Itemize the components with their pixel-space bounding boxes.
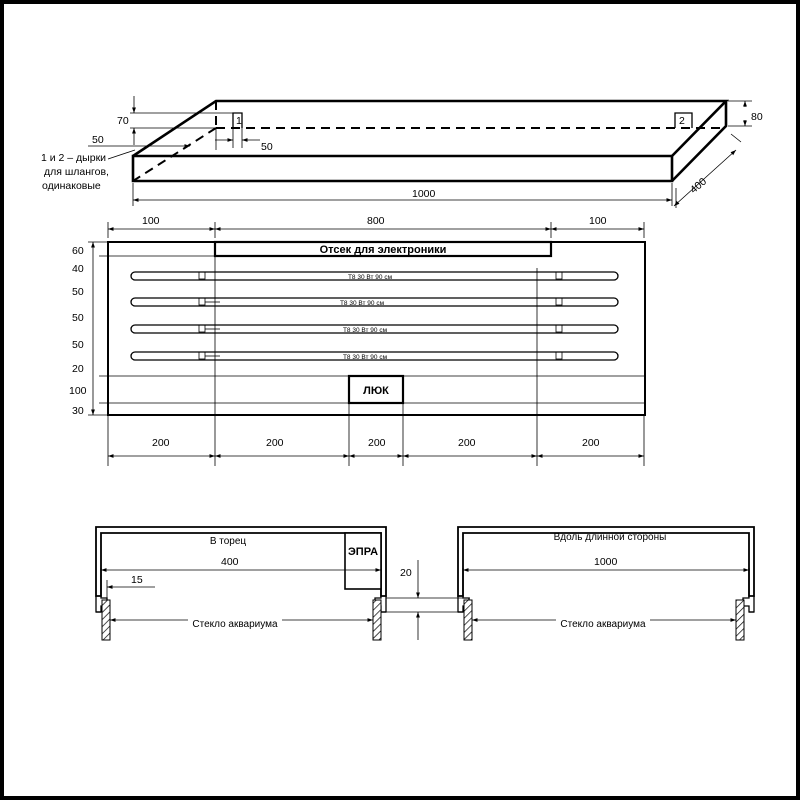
electronics-compartment-label: Отсек для электроники [319, 244, 447, 256]
note-line-1: 1 и 2 – дырки [41, 152, 107, 164]
dim-hole-left: 50 [92, 134, 104, 146]
dim-depth: 400 [687, 175, 710, 197]
plan-left-dim-8: 30 [72, 405, 84, 417]
dim-length: 1000 [412, 188, 436, 200]
plan-left-dims [69, 242, 108, 417]
glass-wall-left [102, 600, 110, 640]
plan-bottom-dims [108, 437, 644, 456]
lamp-2-label: Т8 30 Вт 90 см [339, 300, 385, 307]
ballast-label: ЭПРА [347, 546, 379, 558]
side-view-title: Вдоль длинной стороны [553, 532, 667, 543]
holes-note [41, 150, 135, 192]
section-side-view [458, 527, 754, 640]
box-front-face [133, 156, 672, 181]
dim-height: 80 [751, 111, 763, 123]
box-isometric-view [41, 96, 763, 208]
gap-dim-value: 20 [400, 567, 412, 579]
plan-left-dim-6: 20 [72, 363, 84, 375]
plan-left-dim-7: 100 [69, 385, 87, 397]
plan-bottom-dim-4: 200 [458, 437, 476, 449]
plan-top-dim-1: 100 [142, 215, 160, 227]
side-view-glass-label: Стекло аквариума [560, 619, 646, 630]
plan-bottom-dim-2: 200 [266, 437, 284, 449]
note-line-3: одинаковые [42, 180, 101, 192]
plan-view [69, 215, 645, 466]
glass-wall-right [736, 600, 744, 640]
dim-hole-spacing: 50 [261, 141, 273, 153]
plan-left-dim-4: 50 [72, 312, 84, 324]
plan-left-dim-1: 60 [72, 245, 84, 257]
glass-wall-left [464, 600, 472, 640]
lamp-3-label: Т8 30 Вт 90 см [342, 327, 388, 334]
plan-top-dim-3: 100 [589, 215, 607, 227]
end-view-inset-dim: 15 [131, 574, 143, 586]
dim-hole-offset: 70 [117, 115, 129, 127]
plan-bottom-dim-1: 200 [152, 437, 170, 449]
hatch-label: ЛЮК [363, 385, 389, 397]
end-view-width-dim: 400 [221, 556, 239, 568]
plan-top-dim-2: 800 [367, 215, 385, 227]
plan-top-dims [108, 215, 644, 238]
side-view-width-dim: 1000 [594, 556, 618, 568]
note-line-2: для шлангов, [44, 166, 109, 178]
lamp-1-label: Т8 30 Вт 90 см [347, 274, 393, 281]
end-view-title: В торец [209, 536, 247, 547]
ballast-block [345, 533, 381, 589]
glass-wall-right [373, 600, 381, 640]
hole-1-marker [216, 113, 242, 150]
lamp-4-label: Т8 30 Вт 90 см [342, 354, 388, 361]
note-leader [108, 150, 135, 159]
hole-2-label: 2 [679, 115, 685, 127]
hole-1-label: 1 [236, 115, 242, 127]
plan-bottom-dim-3: 200 [368, 437, 386, 449]
plan-left-dim-3: 50 [72, 286, 84, 298]
section-end-view [96, 527, 386, 640]
plan-left-dim-2: 40 [72, 263, 84, 275]
end-view-glass-label: Стекло аквариума [192, 619, 278, 630]
hidden-edge-bottom [133, 128, 216, 181]
plan-bottom-dim-5: 200 [582, 437, 600, 449]
plan-left-dim-5: 50 [72, 339, 84, 351]
hole-2-marker [675, 113, 692, 128]
